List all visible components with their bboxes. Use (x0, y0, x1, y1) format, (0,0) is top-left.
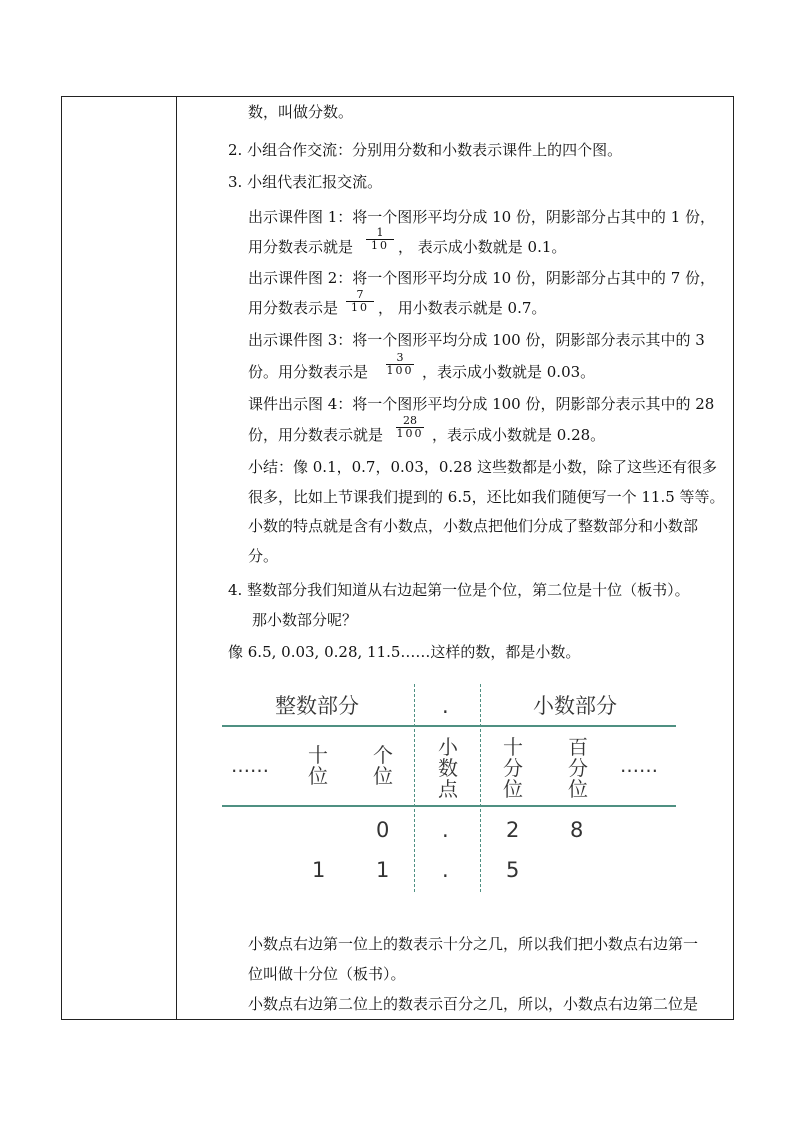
chart-header-line (222, 725, 676, 727)
ellipsis-left: …… (231, 755, 269, 777)
text-line: 2. 小组合作交流：分别用分数和小数表示课件上的四个图。 (228, 141, 623, 159)
integer-part-header: 整数部分 (275, 694, 359, 718)
text-line: 4. 整数部分我们知道从右边起第一位是个位，第二位是十位（板书）。 (228, 581, 690, 599)
tenths-place-label: 十分位 (503, 735, 523, 801)
text-line: 份。用分数表示是 (248, 363, 369, 381)
decimal-part-header: 小数部分 (533, 694, 617, 718)
ones-place-label: 个位 (373, 743, 393, 788)
text-line: ， 用小数表示就是 0.7。 (378, 299, 547, 317)
text-line: 小数的特点就是含有小数点，小数点把他们分成了整数部分和小数部 (248, 517, 699, 535)
digit-tenths: 2 (506, 818, 520, 842)
chart-subheader-line (222, 805, 676, 807)
table-column-divider (176, 96, 177, 1020)
text-line: 小结：像 0.1，0.7，0.03，0.28 这些数都是小数，除了这些还有很多 (248, 458, 718, 476)
lesson-table (61, 96, 734, 1020)
chart-dashed-divider-left (414, 684, 415, 892)
text-line: 份，用分数表示就是 (248, 426, 384, 444)
digit-hundredths: 8 (570, 818, 584, 842)
digit-ones: 1 (376, 858, 390, 882)
decimal-point-label: 小数点 (438, 735, 458, 801)
fraction-numerator: 1 (366, 227, 394, 240)
text-line: 用分数表示是 (248, 299, 339, 317)
fraction-denominator: 100 (386, 364, 414, 377)
fraction-numerator: 3 (386, 352, 414, 365)
fraction (366, 227, 394, 252)
ellipsis-right: …… (620, 755, 658, 777)
text-line: 位叫做十分位（板书）。 (248, 965, 406, 983)
fraction-denominator: 10 (351, 301, 369, 314)
digit-tens: 1 (312, 858, 326, 882)
fraction-numerator: 7 (346, 289, 374, 302)
digit-ones: 0 (376, 818, 390, 842)
text-line: 用分数表示就是 (248, 238, 354, 256)
text-line: 课件出示图 4：将一个图形平均分成 100 份，阴影部分表示其中的 28 (248, 395, 715, 413)
fraction (386, 352, 414, 377)
text-line: 分。 (248, 547, 279, 565)
text-line: 出示课件图 1：将一个图形平均分成 10 份，阴影部分占其中的 1 份， (248, 208, 716, 226)
text-line: 那小数部分呢？ (252, 611, 358, 629)
text-line: 小数点右边第一位上的数表示十分之几，所以我们把小数点右边第一 (248, 935, 699, 953)
text-line: 出示课件图 2：将一个图形平均分成 10 份，阴影部分占其中的 7 份， (248, 269, 716, 287)
chart-dashed-divider-right (480, 684, 481, 892)
text-line: 3. 小组代表汇报交流。 (228, 173, 383, 191)
tens-place-label: 十位 (308, 743, 328, 788)
text-line: 很多，比如上节课我们提到的 6.5，还比如我们随便写一个 11.5 等等。 (248, 488, 725, 506)
digit-tenths: 5 (506, 858, 520, 882)
text-line: ，表示成小数就是 0.28。 (432, 426, 606, 444)
hundredths-place-label: 百分位 (568, 735, 588, 801)
point-header: . (442, 694, 449, 718)
fraction (396, 415, 424, 440)
text-line: ， 表示成小数就是 0.1。 (398, 238, 567, 256)
digit-point: . (442, 818, 449, 842)
fraction-numerator: 28 (396, 415, 424, 428)
text-line: 出示课件图 3：将一个图形平均分成 100 份，阴影部分表示其中的 3 (248, 331, 705, 349)
digit-point: . (442, 858, 449, 882)
text-line: 像 6.5, 0.03, 0.28, 11.5……这样的数，都是小数。 (228, 643, 581, 661)
fraction-denominator: 10 (371, 239, 389, 252)
fraction-denominator: 100 (396, 427, 424, 440)
text-line: 小数点右边第二位上的数表示百分之几，所以，小数点右边第二位是 (248, 995, 699, 1013)
text-line: 数，叫做分数。 (248, 103, 354, 121)
text-line: ，表示成小数就是 0.03。 (422, 363, 596, 381)
fraction (346, 289, 374, 314)
